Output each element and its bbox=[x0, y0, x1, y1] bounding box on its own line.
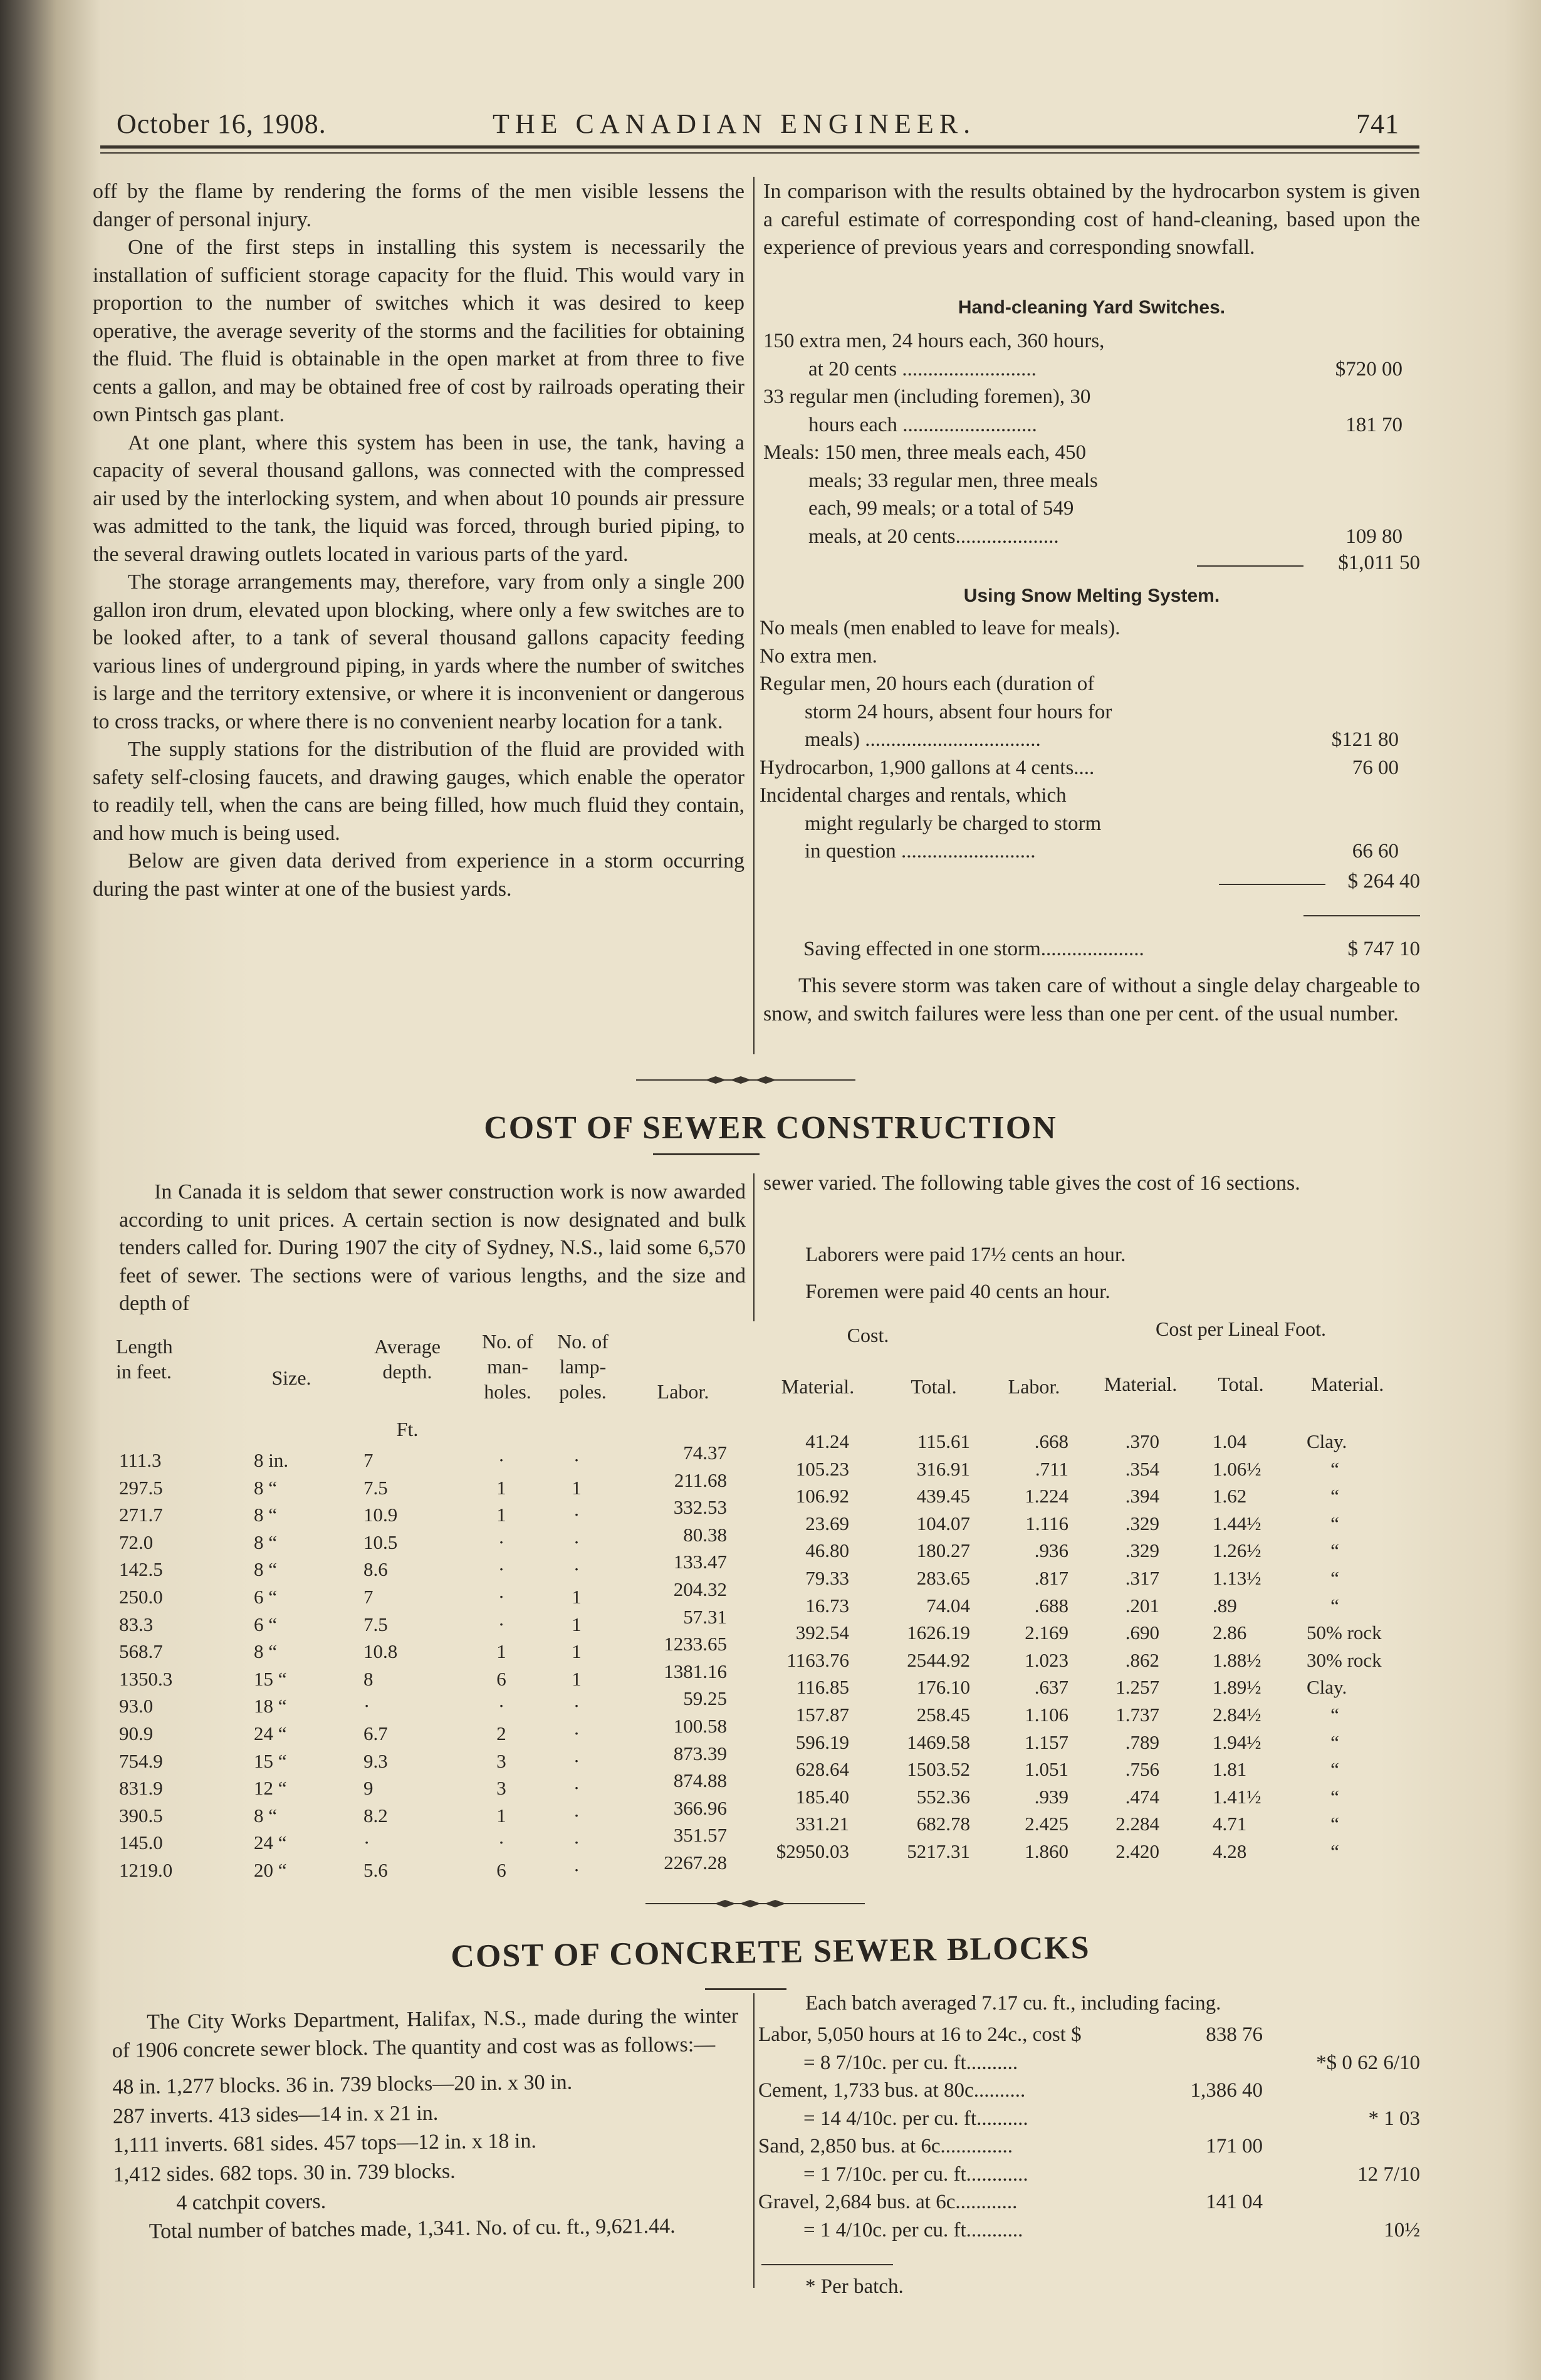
table-cell: 93.0 bbox=[119, 1695, 154, 1717]
header-group-cost: Cost. bbox=[847, 1324, 889, 1346]
table-cell: 1233.65 bbox=[664, 1633, 727, 1655]
table-cell: 18 “ bbox=[254, 1695, 287, 1717]
ornament-svg bbox=[636, 1076, 855, 1084]
table-cell: 7.5 bbox=[363, 1613, 388, 1635]
table-cell: 10.5 bbox=[363, 1531, 398, 1553]
list-line: meals, at 20 cents.................... bbox=[808, 525, 1059, 548]
table-cell: · bbox=[573, 1859, 580, 1881]
table-cell: 59.25 bbox=[683, 1687, 727, 1710]
blocks-item: 48 in. 1,277 blocks. 36 in. 739 blocks—20 in. x 30 in. bbox=[112, 2070, 573, 2099]
list-line: in question .......................... bbox=[805, 840, 1036, 862]
table-cell: 1.116 bbox=[1025, 1512, 1068, 1534]
header-page-number: 741 bbox=[1356, 108, 1399, 139]
table-cell: · bbox=[573, 1558, 580, 1581]
table-cell: 9 bbox=[363, 1777, 373, 1800]
table-cell: .370 bbox=[1125, 1430, 1159, 1452]
cost-amount: 171 00 bbox=[1206, 2135, 1263, 2157]
list-line: Hydrocarbon, 1,900 gallons at 4 cents.... bbox=[760, 756, 1095, 779]
table-cell: .637 bbox=[1034, 1676, 1068, 1699]
table-cell: $2950.03 bbox=[776, 1840, 849, 1862]
table-cell: 8 in. bbox=[254, 1449, 289, 1471]
sewer-intro-para: In Canada it is seldom that sewer construction work is now awarded according to unit prices. A certain section is now designated and bulk tenders called for. During 1907 the city of Sydney, N.S., laid some 6,570 feet of sewer. The sections were of various lengths, and the size and depth of bbox=[119, 1180, 746, 1315]
table-cell: 316.91 bbox=[916, 1457, 970, 1480]
table-cell: 23.69 bbox=[805, 1512, 849, 1534]
table-cell: 7.5 bbox=[363, 1476, 388, 1499]
table-cell: 874.88 bbox=[673, 1769, 727, 1792]
header-h-size: Size. bbox=[271, 1366, 311, 1389]
table-cell: 24 “ bbox=[254, 1832, 287, 1854]
table-cell: “ bbox=[1330, 1731, 1339, 1753]
table-cell: 283.65 bbox=[916, 1567, 970, 1589]
list-value: 181 70 bbox=[1345, 413, 1403, 436]
para-1: One of the first steps in installing this system is necessarily the installation of sufficient storage capacity for the fluid. This would vary in proportion to the number of switches which it was desired to keep operative, the average severity of the storms and the facilities for obtaining the fluid. The fluid is obtainable in the open market at from three to five cents a gallon, and may be obtained free of cost by railroads operating their own Pintsch gas plant. bbox=[93, 236, 744, 426]
table-cell: 2544.92 bbox=[907, 1649, 970, 1671]
header-h-kind: Material. bbox=[1310, 1373, 1384, 1395]
foremen-rate: Foremen were paid 40 cents an hour. bbox=[805, 1281, 1110, 1303]
table-cell: 7 bbox=[363, 1449, 373, 1471]
footnote: * Per batch. bbox=[805, 2275, 904, 2298]
table-cell: 1 bbox=[496, 1804, 506, 1827]
sewer-intro-right: sewer varied. The following table gives the cost of 16 sections. bbox=[763, 1172, 1300, 1195]
table-cell: 682.78 bbox=[916, 1813, 970, 1835]
table-cell: 180.27 bbox=[916, 1539, 970, 1562]
para-5: Below are given data derived from experience in a storm occurring during the past winter at one of the busiest yards. bbox=[93, 849, 744, 901]
table-cell: 8.6 bbox=[363, 1558, 388, 1581]
table-cell: 1.94½ bbox=[1213, 1731, 1262, 1753]
table-cell: .329 bbox=[1125, 1539, 1159, 1562]
table-cell: 250.0 bbox=[119, 1586, 163, 1608]
table-cell: · bbox=[573, 1449, 580, 1471]
list-line: each, 99 meals; or a total of 549 bbox=[808, 497, 1074, 520]
hand-total-rule bbox=[1197, 565, 1303, 567]
table-cell: 2.425 bbox=[1025, 1813, 1068, 1835]
list-value: 76 00 bbox=[1352, 756, 1399, 779]
table-cell: 41.24 bbox=[805, 1430, 849, 1452]
table-cell: 50% rock bbox=[1307, 1622, 1382, 1644]
blocks-item: 287 inverts. 413 sides—14 in. x 21 in. bbox=[112, 2101, 439, 2128]
table-cell: “ bbox=[1330, 1840, 1339, 1862]
cost-per-batch: 12 7/10 bbox=[1357, 2162, 1420, 2186]
table-cell: 24 “ bbox=[254, 1722, 287, 1744]
table-cell: · bbox=[573, 1504, 580, 1526]
para-2: At one plant, where this system has been in use, the tank, having a capacity of several thousand gallons, was connected with the compressed air used by the interlocking system, and when about 10 pounds air pressure was admitted to the tank, the liquid was forced, through buried piping, to the several drawing outlets located in various parts of the yard. bbox=[93, 431, 744, 566]
table-cell: “ bbox=[1330, 1704, 1339, 1726]
table-cell: .668 bbox=[1034, 1430, 1068, 1452]
table-cell: 12 “ bbox=[254, 1777, 287, 1800]
table-cell: “ bbox=[1330, 1512, 1339, 1534]
table-cell: 1.26½ bbox=[1213, 1539, 1262, 1562]
sewer-intro-left bbox=[119, 1178, 746, 1318]
header-h-length: Length in feet. bbox=[116, 1335, 173, 1383]
table-cell: 83.3 bbox=[119, 1613, 154, 1635]
table-cell: .688 bbox=[1034, 1594, 1068, 1617]
table-cell: .89 bbox=[1213, 1594, 1237, 1617]
header-rule bbox=[100, 145, 1419, 149]
sewer-title: COST OF SEWER CONSTRUCTION bbox=[484, 1110, 1057, 1146]
table-cell: .789 bbox=[1125, 1731, 1159, 1753]
table-cell: 754.9 bbox=[119, 1749, 163, 1772]
table-cell: · bbox=[498, 1558, 505, 1581]
table-cell: 1.224 bbox=[1025, 1485, 1068, 1507]
table-cell: 568.7 bbox=[119, 1640, 163, 1663]
table-cell: 1.023 bbox=[1025, 1649, 1068, 1671]
table-cell: 1469.58 bbox=[907, 1731, 970, 1753]
sewer-column-divider bbox=[753, 1173, 755, 1321]
table-cell: 5.6 bbox=[363, 1859, 388, 1881]
table-cell: 1219.0 bbox=[119, 1859, 173, 1881]
blocks-title: COST OF CONCRETE SEWER BLOCKS bbox=[451, 1929, 1090, 1975]
table-cell: 185.40 bbox=[795, 1785, 849, 1808]
table-cell: 331.21 bbox=[795, 1813, 849, 1835]
table-cell: 116.85 bbox=[796, 1676, 849, 1699]
table-cell: 1350.3 bbox=[119, 1667, 173, 1690]
table-cell: · bbox=[498, 1586, 505, 1608]
table-cell: 133.47 bbox=[673, 1551, 727, 1573]
table-cell: 2.169 bbox=[1025, 1622, 1068, 1644]
blocks-title-rule bbox=[705, 1988, 786, 1990]
snow-article-left bbox=[93, 178, 744, 903]
cost-amount: 1,386 40 bbox=[1190, 2079, 1263, 2102]
table-cell: 552.36 bbox=[916, 1785, 970, 1808]
list-line: 150 extra men, 24 hours each, 360 hours, bbox=[763, 330, 1105, 352]
table-cell: 439.45 bbox=[916, 1485, 970, 1507]
table-cell: 596.19 bbox=[795, 1731, 849, 1753]
table-cell: 204.32 bbox=[673, 1578, 727, 1600]
header-h-material: Material. bbox=[781, 1375, 855, 1398]
cost-per-batch: *$ 0 62 6/10 bbox=[1316, 2051, 1420, 2074]
table-cell: 1626.19 bbox=[907, 1622, 970, 1644]
table-cell: 115.61 bbox=[917, 1430, 970, 1452]
blocks-left bbox=[112, 2003, 741, 2246]
footnote-rule bbox=[761, 2264, 893, 2265]
table-cell: “ bbox=[1330, 1567, 1339, 1589]
table-cell: 297.5 bbox=[119, 1476, 163, 1499]
table-cell: .711 bbox=[1035, 1457, 1068, 1480]
table-cell: · bbox=[573, 1749, 580, 1772]
table-cell: 104.07 bbox=[916, 1512, 970, 1534]
cost-line: = 14 4/10c. per cu. ft.......... bbox=[803, 2107, 1028, 2130]
table-cell: 1.44½ bbox=[1213, 1512, 1262, 1534]
table-cell: 3 bbox=[496, 1749, 506, 1772]
table-cell: 2.420 bbox=[1115, 1840, 1159, 1862]
table-cell: 8 “ bbox=[254, 1476, 278, 1499]
blocks-intro: The City Works Department, Halifax, N.S., made during the winter of 1906 concrete sewer block. The quantity and cost was as follows:— bbox=[112, 2004, 739, 2062]
header-rule-thin bbox=[100, 152, 1419, 154]
table-cell: “ bbox=[1330, 1785, 1339, 1808]
table-cell: .862 bbox=[1125, 1649, 1159, 1671]
table-cell: 1.106 bbox=[1025, 1704, 1068, 1726]
table-cell: 57.31 bbox=[683, 1605, 727, 1628]
table-cell: “ bbox=[1330, 1594, 1339, 1617]
table-cell: .936 bbox=[1034, 1539, 1068, 1562]
blocks-total: Total number of batches made, 1,341. No. of cu. ft., 9,621.44. bbox=[149, 2214, 676, 2243]
table-cell: 258.45 bbox=[916, 1704, 970, 1726]
table-cell: 1 bbox=[572, 1613, 582, 1635]
table-cell: “ bbox=[1330, 1539, 1339, 1562]
para-4: The supply stations for the distribution of the fluid are provided with safety self-closing faucets, and drawing gauges, which enable the operator to readily tell, when the cans are being filled, how much fluid they contain, and how much is being used. bbox=[93, 738, 744, 845]
table-cell: .756 bbox=[1125, 1758, 1159, 1781]
table-cell: · bbox=[573, 1722, 580, 1744]
table-cell: 15 “ bbox=[254, 1667, 287, 1690]
saving-value: $ 747 10 bbox=[1347, 938, 1420, 960]
cost-line: Labor, 5,050 hours at 16 to 24c., cost $ bbox=[758, 2023, 1082, 2046]
saving-rule bbox=[1303, 915, 1420, 916]
list-value: 66 60 bbox=[1352, 840, 1399, 862]
table-cell: 8 “ bbox=[254, 1804, 278, 1827]
table-cell: 1.41½ bbox=[1213, 1785, 1262, 1808]
table-cell: 1.04 bbox=[1213, 1430, 1247, 1452]
table-cell: 74.04 bbox=[926, 1594, 970, 1617]
table-cell: · bbox=[573, 1832, 580, 1854]
table-cell: 145.0 bbox=[119, 1832, 163, 1854]
table-cell: 79.33 bbox=[805, 1567, 849, 1589]
table-cell: 1.157 bbox=[1025, 1731, 1068, 1753]
table-cell: 176.10 bbox=[916, 1676, 970, 1699]
cost-line: = 1 4/10c. per cu. ft........... bbox=[803, 2218, 1023, 2241]
cost-amount: 838 76 bbox=[1206, 2023, 1263, 2046]
list-line: at 20 cents .......................... bbox=[808, 357, 1037, 380]
cost-per-batch: * 1 03 bbox=[1368, 2107, 1420, 2130]
table-cell: 46.80 bbox=[805, 1539, 849, 1562]
table-cell: 30% rock bbox=[1307, 1649, 1382, 1671]
blocks-items bbox=[112, 2067, 740, 2218]
snow-article-closing bbox=[763, 972, 1420, 1028]
table-cell: 74.37 bbox=[683, 1442, 727, 1464]
table-cell: 1.737 bbox=[1115, 1704, 1159, 1726]
table-cell: 6.7 bbox=[363, 1722, 388, 1744]
table-cell: .474 bbox=[1125, 1785, 1159, 1808]
table-cell: · bbox=[573, 1531, 580, 1553]
list-line: hours each .......................... bbox=[808, 413, 1037, 436]
table-cell: · bbox=[498, 1832, 505, 1854]
blocks-item: 1,111 inverts. 681 sides. 457 tops—12 in. x 18 in. bbox=[113, 2129, 537, 2157]
closing-para: This severe storm was taken care of without a single delay chargeable to snow, and switch failures were less than one per cent. of the usual number. bbox=[763, 974, 1420, 1025]
table-cell: “ bbox=[1330, 1485, 1339, 1507]
table-cell: 271.7 bbox=[119, 1504, 163, 1526]
table-cell: 1 bbox=[572, 1586, 582, 1608]
header-h-manholes: No. of man- holes. bbox=[482, 1330, 533, 1403]
table-cell: Clay. bbox=[1307, 1430, 1347, 1452]
cost-line: Gravel, 2,684 bus. at 6c............ bbox=[758, 2191, 1018, 2213]
list-line: No meals (men enabled to leave for meals). bbox=[760, 617, 1120, 639]
snow-article-right-intro: In comparison with the results obtained by the hydrocarbon system is given a careful estimate of corresponding cost of hand-cleaning, based upon the experience of previous years and corresponding snowfall. bbox=[763, 180, 1420, 259]
table-cell: 15 “ bbox=[254, 1749, 287, 1772]
header-date: October 16, 1908. bbox=[117, 108, 326, 139]
snow-total: $ 264 40 bbox=[1347, 870, 1420, 893]
column-divider bbox=[753, 177, 755, 1054]
snow-melting-title: Using Snow Melting System. bbox=[963, 585, 1220, 606]
table-cell: 106.92 bbox=[795, 1485, 849, 1507]
table-cell: 1.06½ bbox=[1213, 1457, 1262, 1480]
table-cell: 332.53 bbox=[673, 1496, 727, 1519]
list-line: Meals: 150 men, three meals each, 450 bbox=[763, 441, 1086, 464]
table-cell: 6 bbox=[496, 1859, 506, 1881]
table-cell: 7 bbox=[363, 1586, 373, 1608]
cost-amount: 141 04 bbox=[1206, 2191, 1263, 2213]
table-cell: 2.84½ bbox=[1213, 1704, 1262, 1726]
batch-average: Each batch averaged 7.17 cu. ft., including facing. bbox=[805, 1992, 1221, 2015]
table-cell: 8 bbox=[363, 1667, 373, 1690]
table-cell: 2267.28 bbox=[664, 1852, 727, 1874]
list-line: No extra men. bbox=[760, 644, 877, 668]
table-cell: 80.38 bbox=[683, 1523, 727, 1546]
table-cell: 72.0 bbox=[119, 1531, 154, 1553]
header-h-lf-material: Material. bbox=[1104, 1373, 1178, 1395]
header-group-lineal: Cost per Lineal Foot. bbox=[1156, 1318, 1326, 1340]
list-line: storm 24 hours, absent four hours for bbox=[805, 700, 1112, 723]
table-cell: 6 “ bbox=[254, 1613, 278, 1635]
para-0: off by the flame by rendering the forms of the men visible lessens the danger of personal injury. bbox=[93, 180, 744, 231]
table-cell: 8 “ bbox=[254, 1640, 278, 1663]
ornament-svg-2 bbox=[645, 1899, 865, 1908]
table-cell: · bbox=[498, 1449, 505, 1471]
ornament-divider bbox=[636, 1076, 855, 1084]
header-h-labor: Labor. bbox=[657, 1380, 709, 1403]
table-cell: 5217.31 bbox=[907, 1840, 970, 1862]
table-cell: 4.28 bbox=[1213, 1840, 1247, 1862]
cost-line: Cement, 1,733 bus. at 80c.......... bbox=[758, 2079, 1026, 2102]
table-cell: 6 “ bbox=[254, 1586, 278, 1608]
table-cell: 8 “ bbox=[254, 1558, 278, 1581]
table-cell: .690 bbox=[1125, 1622, 1159, 1644]
table-cell: 8 “ bbox=[254, 1531, 278, 1553]
table-cell: 1.257 bbox=[1115, 1676, 1159, 1699]
table-cell: 2.86 bbox=[1213, 1622, 1247, 1644]
list-value: 109 80 bbox=[1345, 525, 1403, 548]
header-h-depth: Average depth. bbox=[374, 1335, 441, 1383]
table-cell: 157.87 bbox=[795, 1704, 849, 1726]
table-cell: .394 bbox=[1125, 1485, 1159, 1507]
blocks-item: 1,412 sides. 682 tops. 30 in. 739 blocks. bbox=[113, 2159, 456, 2186]
table-cell: .939 bbox=[1034, 1785, 1068, 1808]
table-cell: 392.54 bbox=[795, 1622, 849, 1644]
table-cell: 873.39 bbox=[673, 1742, 727, 1764]
list-line: Regular men, 20 hours each (duration of bbox=[760, 673, 1095, 695]
table-cell: 1 bbox=[572, 1667, 582, 1690]
header-h-lamp: No. of lamp- poles. bbox=[557, 1330, 609, 1403]
table-cell: 1.81 bbox=[1213, 1758, 1247, 1781]
table-cell: 3 bbox=[496, 1777, 506, 1800]
table-cell: 8 “ bbox=[254, 1504, 278, 1526]
table-cell: .354 bbox=[1125, 1457, 1159, 1480]
table-cell: · bbox=[498, 1531, 505, 1553]
list-line: Incidental charges and rentals, which bbox=[760, 784, 1067, 807]
table-cell: 105.23 bbox=[795, 1457, 849, 1480]
header-h-lf-labor: Labor. bbox=[1008, 1375, 1060, 1398]
table-cell: 1.89½ bbox=[1213, 1676, 1262, 1699]
table-cell: “ bbox=[1330, 1813, 1339, 1835]
table-cell: 1.13½ bbox=[1213, 1567, 1262, 1589]
list-line: might regularly be charged to storm bbox=[805, 812, 1102, 835]
table-cell: · bbox=[363, 1832, 370, 1854]
table-cell: · bbox=[363, 1695, 370, 1717]
header-h-lf-total: Total. bbox=[1218, 1373, 1264, 1395]
cost-per-batch: 10½ bbox=[1384, 2218, 1420, 2241]
table-cell: 10.8 bbox=[363, 1640, 398, 1663]
table-cell: 90.9 bbox=[119, 1722, 154, 1744]
table-cell: · bbox=[573, 1777, 580, 1800]
table-cell: 1 bbox=[572, 1640, 582, 1663]
table-cell: 6 bbox=[496, 1667, 506, 1690]
sewer-title-rule bbox=[653, 1153, 760, 1155]
table-cell: 628.64 bbox=[795, 1758, 849, 1781]
table-cell: 16.73 bbox=[805, 1594, 849, 1617]
table-cell: · bbox=[498, 1613, 505, 1635]
table-cell: 4.71 bbox=[1213, 1813, 1247, 1835]
table-cell: 351.57 bbox=[673, 1824, 727, 1847]
table-cell: 390.5 bbox=[119, 1804, 163, 1827]
table-cell: .817 bbox=[1034, 1567, 1068, 1589]
table-cell: Clay. bbox=[1307, 1676, 1347, 1699]
table-cell: 2 bbox=[496, 1722, 506, 1744]
cost-line: Sand, 2,850 bus. at 6c.............. bbox=[758, 2135, 1013, 2157]
table-cell: 1381.16 bbox=[664, 1660, 727, 1682]
table-cell: 831.9 bbox=[119, 1777, 163, 1800]
list-value: $121 80 bbox=[1331, 728, 1399, 751]
table-cell: .201 bbox=[1125, 1594, 1159, 1617]
table-cell: 142.5 bbox=[119, 1558, 163, 1581]
blocks-column-divider bbox=[753, 1993, 755, 2288]
table-cell: 1 bbox=[496, 1504, 506, 1526]
cost-line: = 1 7/10c. per cu. ft............ bbox=[803, 2162, 1028, 2186]
blocks-item: 4 catchpit covers. bbox=[176, 2189, 326, 2215]
list-line: 33 regular men (including foremen), 30 bbox=[763, 385, 1091, 408]
header-h-total: Total. bbox=[911, 1375, 957, 1398]
table-cell: 100.58 bbox=[673, 1715, 727, 1737]
table-cell: 1.051 bbox=[1025, 1758, 1068, 1781]
table-cell: 1163.76 bbox=[786, 1649, 849, 1671]
saving-label: Saving effected in one storm.................... bbox=[803, 938, 1144, 960]
table-cell: 10.9 bbox=[363, 1504, 398, 1526]
table-cell: 9.3 bbox=[363, 1749, 388, 1772]
table-cell: 8.2 bbox=[363, 1804, 388, 1827]
table-cell: 2.284 bbox=[1115, 1813, 1159, 1835]
laborers-rate: Laborers were paid 17½ cents an hour. bbox=[805, 1244, 1126, 1266]
list-value: $720 00 bbox=[1335, 357, 1403, 380]
table-cell: 1503.52 bbox=[907, 1758, 970, 1781]
table-cell: 211.68 bbox=[674, 1469, 727, 1491]
table-cell: 1 bbox=[572, 1476, 582, 1499]
table-cell: 1 bbox=[496, 1640, 506, 1663]
hand-cleaning-title: Hand-cleaning Yard Switches. bbox=[958, 297, 1226, 318]
table-cell: · bbox=[573, 1804, 580, 1827]
table-cell: .317 bbox=[1125, 1567, 1159, 1589]
table-cell: .329 bbox=[1125, 1512, 1159, 1534]
list-line: meals; 33 regular men, three meals bbox=[808, 469, 1098, 492]
table-cell: 111.3 bbox=[119, 1449, 162, 1471]
table-cell: “ bbox=[1330, 1758, 1339, 1781]
table-cell: 1 bbox=[496, 1476, 506, 1499]
para-3: The storage arrangements may, therefore, vary from only a single 200 gallon iron drum, elevated upon blocking, where only a few switches are to be looked after, to a tank of several thousand gallons capacity feeding various lines of underground piping, in yards where the number of switches is large and the territory extensive, or where it is inconvenient or dangerous to cross tracks, or where there is no convenient nearby location for a tank. bbox=[93, 570, 744, 733]
table-cell: “ bbox=[1330, 1457, 1339, 1480]
header-h-depth-unit: Ft. bbox=[396, 1418, 419, 1440]
table-cell: · bbox=[573, 1695, 580, 1717]
hand-total: $1,011 50 bbox=[1338, 552, 1420, 574]
cost-line: = 8 7/10c. per cu. ft.......... bbox=[803, 2051, 1018, 2074]
list-line: meals) .................................. bbox=[805, 728, 1041, 751]
table-cell: 1.88½ bbox=[1213, 1649, 1262, 1671]
table-cell: 20 “ bbox=[254, 1859, 287, 1881]
ornament-divider-2 bbox=[645, 1899, 865, 1908]
header-journal: THE CANADIAN ENGINEER. bbox=[493, 108, 976, 139]
table-cell: · bbox=[498, 1695, 505, 1717]
table-cell: 366.96 bbox=[673, 1796, 727, 1819]
table-cell: 1.62 bbox=[1213, 1485, 1247, 1507]
table-cell: 1.860 bbox=[1025, 1840, 1068, 1862]
